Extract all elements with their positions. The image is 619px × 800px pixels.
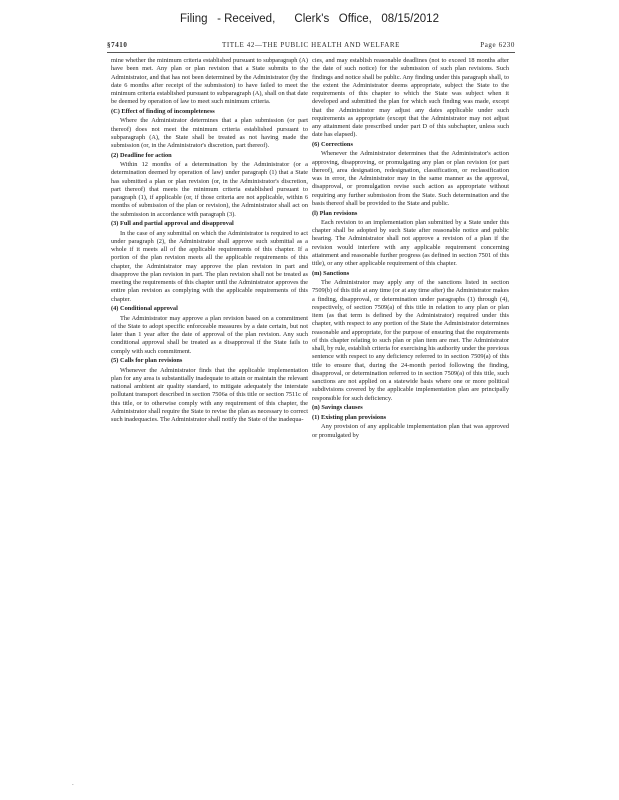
paragraph: Whenever the Administrator determines that the Administrator's action approving, disapproving, or promulgating any plan or plan revision (or part thereof), area designation, redesignation, classification, or reclassification was in error, the Administrator may in the same manner as the approval, disapproval, or promulgation revise such action as appropriate without requiring any further submission from the State. Such determination and the basis thereof shall be provided to the State and public. (312, 150, 509, 207)
paragraph: Any provision of any applicable implementation plan that was approved or promulgated by (312, 423, 509, 439)
section-heading: (n) Savings clauses (312, 404, 363, 412)
paragraph: Where the Administrator determines that a plan submission (or part thereof) does not meet the minimum criteria established pursuant to subparagraph (A), the State shall be treated as not having made the submission (or, in the Administrator's discretion, part thereof). (111, 117, 308, 149)
left-column (111, 57, 308, 424)
paragraph: The Administrator may approve a plan revision based on a commitment of the State to adopt specific enforceable measures by a date certain, but not later than 1 year after the date of approval of the plan revision. Any such conditional approval shall be treated as a disapproval if the State fails to comply with such commitment. (111, 314, 308, 355)
section-number: §7410 (107, 41, 128, 49)
section-heading: (m) Sanctions (312, 269, 350, 277)
page-number: Page 6230 (480, 41, 515, 49)
running-head-title: TITLE 42—THE PUBLIC HEALTH AND WELFARE (221, 41, 401, 49)
paragraph: mine whether the minimum criteria established pursuant to subparagraph (A) have been met. Any plan or plan revision that a State submits to the Administrator, and that has not been determined by the Administrator (by the date 6 months after receipt of the submission) to have failed to meet the minimum criteria established pursuant to subparagraph (A), shall on that date be deemed by operation of law to meet such minimum criteria. (111, 57, 308, 106)
subsection-heading: (6) Corrections (312, 141, 353, 148)
paragraph: The Administrator may apply any of the sanctions listed in section 7509(b) of this title at any time (or at any time after) the Administrator makes a finding, disapproval, or determination under paragraphs (1) through (4), respectively, of section 7509(a) of this title in relation to any plan or plan item (as that term is defined by the Administrator) required under this chapter, with respect to any portion of the State the Administrator determines reasonable and appropriate, for the purpose of ensuring that the requirements of this chapter relating to such plan or plan item are met. The Administrator shall, by rule, establish criteria for exercising his authority under the previous sentence with respect to any deficiency referred to in section 7509(a) of this title to ensure that, during the 24-month period following the finding, disapproval, or determination referred to in section 7509(a) of this title, such sanctions are not applied on a statewide basis where one or more political subdivisions covered by the applicable implementation plan are principally responsible for such deficiency. (312, 279, 509, 402)
subsection-heading: (3) Full and partial approval and disapproval (111, 220, 234, 228)
subsection-heading: (C) Effect of finding of incompleteness (111, 108, 215, 115)
paragraph: Within 12 months of a determination by the Administrator (or a determination deemed by operation of law) under paragraph (1) that a State has submitted a plan or plan revision (or, in the Administrator's discretion, part thereof) that meets the minimum criteria established pursuant to paragraph (1), if applicable (or, if those criteria are not applicable, within 6 months of submission of the plan or revision), the Administrator shall act on the submission in accordance with paragraph (3). (111, 161, 308, 218)
section-heading: (l) Plan revisions (312, 209, 358, 217)
stray-scan-mark: . (72, 779, 74, 787)
paragraph: In the case of any submittal on which the Administrator is required to act under paragraph (2), the Administrator shall approve such submittal as a whole if it meets all of the applicable requirements of this chapter. If a portion of the plan revision meets all the applicable requirements of this chapter, the Administrator may approve the plan revision in part and disapprove the plan revision in part. The plan revision shall not be treated as meeting the requirements of this chapter until the Administrator approves the entire plan revision as complying with the applicable requirements of this chapter. (111, 229, 308, 303)
subsection-heading: (5) Calls for plan revisions (111, 357, 183, 365)
paragraph: Whenever the Administrator finds that the applicable implementation plan for any area is substantially inadequate to attain or maintain the relevant national ambient air quality standard, to mitigate adequately the interstate pollutant transport described in section 7506a of this title or section 7511c of this title, or to otherwise comply with any requirement of this chapter, the Administrator shall require the State to revise the plan as necessary to correct such inadequacies. The Administrator shall notify the State of the inadequa- (111, 366, 308, 423)
paragraph: cies, and may establish reasonable deadlines (not to exceed 18 months after the date of such notice) for the submission of such plan revisions. Such findings and notice shall be public. Any finding under this paragraph shall, to the extent the Administrator deems appropriate, subject the State to the requirements of this chapter to which the State was subject when it developed and submitted the plan for which such finding was made, except that the Administrator may adjust any dates applicable under such requirements as appropriate (except that the Administrator may not adjust any attainment date prescribed under part D of this subchapter, unless such date has elapsed). (312, 57, 509, 139)
subsection-heading: (1) Existing plan provisions (312, 414, 387, 421)
subsection-heading: (2) Deadline for action (111, 151, 172, 159)
subsection-heading: (4) Conditional approval (111, 305, 178, 313)
header-rule (107, 52, 515, 53)
paragraph: Each revision to an implementation plan submitted by a State under this chapter shall be adopted by such State after reasonable notice and public hearing. The Administrator shall not approve a revision of a plan if the revision would interfere with any applicable requirement concerning attainment and reasonable further progress (as defined in section 7501 of this title), or any other applicable requirement of this chapter. (312, 218, 509, 267)
right-column (312, 57, 509, 440)
filing-stamp-header: Filing - Received, Clerk's Office, 08/15/2012 (180, 13, 439, 25)
